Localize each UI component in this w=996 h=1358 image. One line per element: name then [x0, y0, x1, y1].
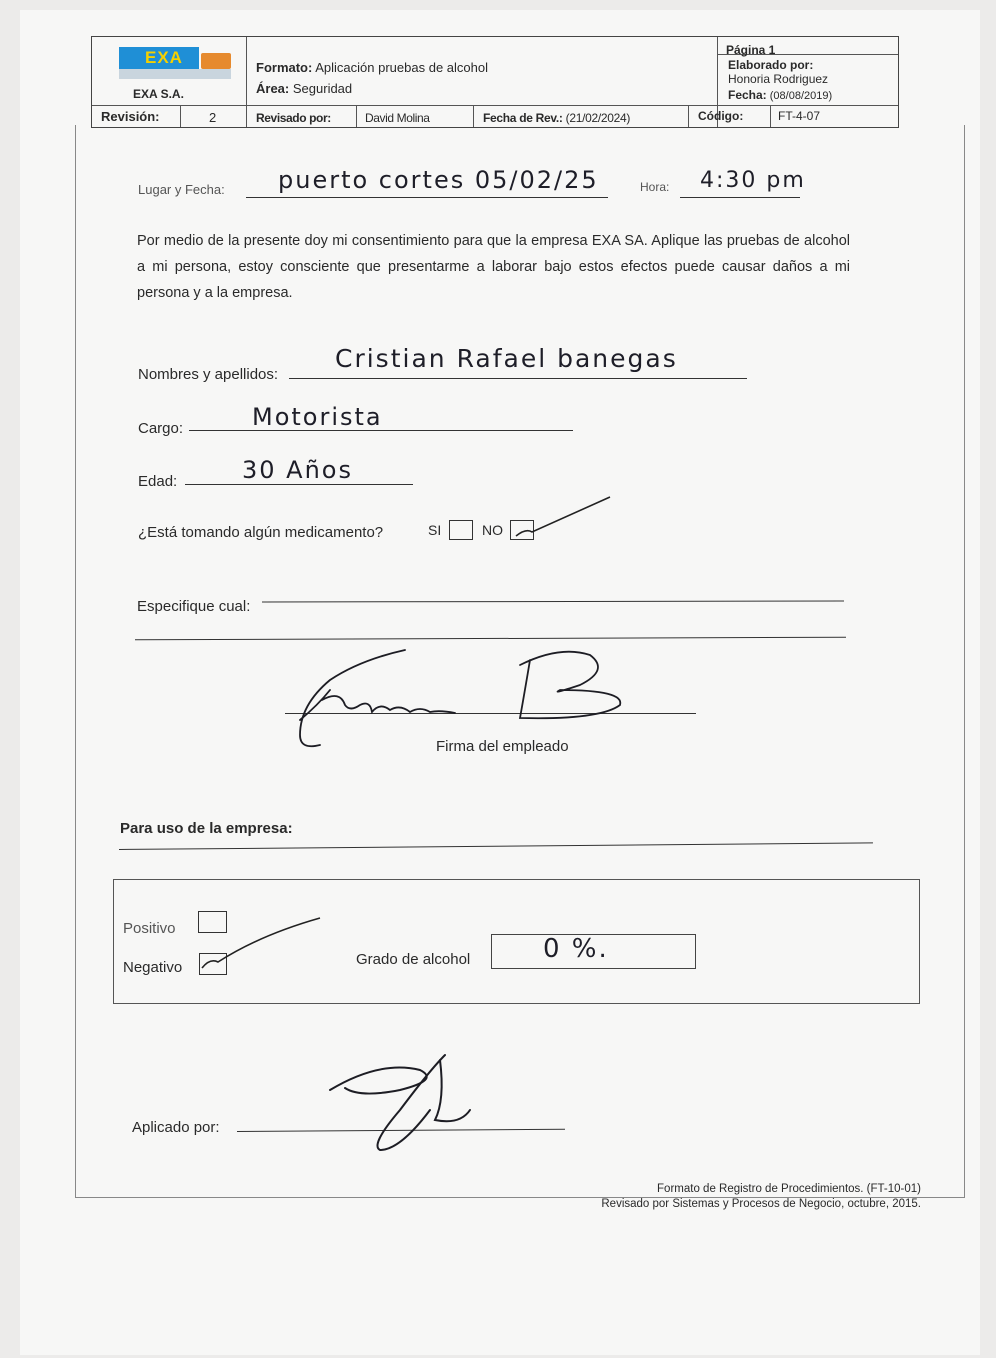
no-checkmark — [516, 497, 610, 536]
revisado-label: Revisado por: — [256, 111, 331, 125]
cargo-label: Cargo: — [138, 420, 184, 437]
edad-value: 30 Años — [242, 456, 353, 484]
medicamento-label: ¿Está tomando algún medicamento? — [138, 524, 384, 541]
codigo-value: FT-4-07 — [778, 109, 821, 123]
revision-label: Revisión: — [101, 109, 160, 124]
si-label: SI — [428, 522, 442, 538]
area-title: Área: Seguridad — [256, 81, 353, 96]
aplicado-signature — [330, 1055, 470, 1150]
negativo-label: Negativo — [123, 959, 183, 976]
empresa-section-title: Para uso de la empresa: — [120, 820, 293, 837]
fecha-elaboracion: Fecha: (08/08/2019) — [728, 88, 833, 102]
firma-empleado-label: Firma del empleado — [436, 738, 569, 755]
elaborado-value: Honoria Rodriguez — [728, 72, 829, 86]
revisado-value: David Molina — [365, 111, 430, 125]
consent-paragraph: Por medio de la presente doy mi consentimiento para que la empresa EXA SA. Aplique las pruebas de alcohol a mi persona, estoy consciente que presentarme a laborar bajo estos efectos puede causar daños a mi persona y a la empresa. — [137, 233, 850, 301]
negativo-checkmark — [202, 918, 320, 968]
formato-title: Formato: Aplicación pruebas de alcohol — [256, 60, 488, 75]
nombres-label: Nombres y apellidos: — [138, 366, 279, 383]
nombres-value: Cristian Rafael banegas — [335, 344, 678, 373]
codigo-label: Código: — [698, 109, 744, 123]
especifique-label: Especifique cual: — [137, 598, 251, 615]
hora-value: 4:30 pm — [700, 168, 806, 193]
fecha-revision: Fecha de Rev.: (21/02/2024) — [483, 111, 631, 125]
cargo-value: Motorista — [252, 403, 383, 431]
grado-value: 0 %. — [543, 934, 609, 964]
employee-signature — [300, 650, 620, 746]
lugar-fecha-label: Lugar y Fecha: — [138, 182, 225, 197]
footer-line-1: Formato de Registro de Procedimientos. (FT-10-01) — [657, 1183, 921, 1195]
elaborado-label: Elaborado por: — [728, 58, 814, 72]
edad-label: Edad: — [138, 473, 178, 490]
hora-label: Hora: — [640, 180, 670, 194]
company-name: EXA S.A. — [133, 87, 184, 101]
aplicado-label: Aplicado por: — [132, 1119, 220, 1136]
revision-value: 2 — [209, 110, 217, 125]
company-logo: EXA — [119, 47, 233, 81]
footer-line-2: Revisado por Sistemas y Procesos de Negocio, octubre, 2015. — [601, 1198, 921, 1210]
no-label: NO — [482, 522, 503, 538]
lugar-fecha-value: puerto cortes 05/02/25 — [278, 166, 599, 194]
positivo-label: Positivo — [123, 920, 176, 937]
grado-label: Grado de alcohol — [356, 951, 471, 968]
pagina: Página 1 — [726, 43, 776, 57]
